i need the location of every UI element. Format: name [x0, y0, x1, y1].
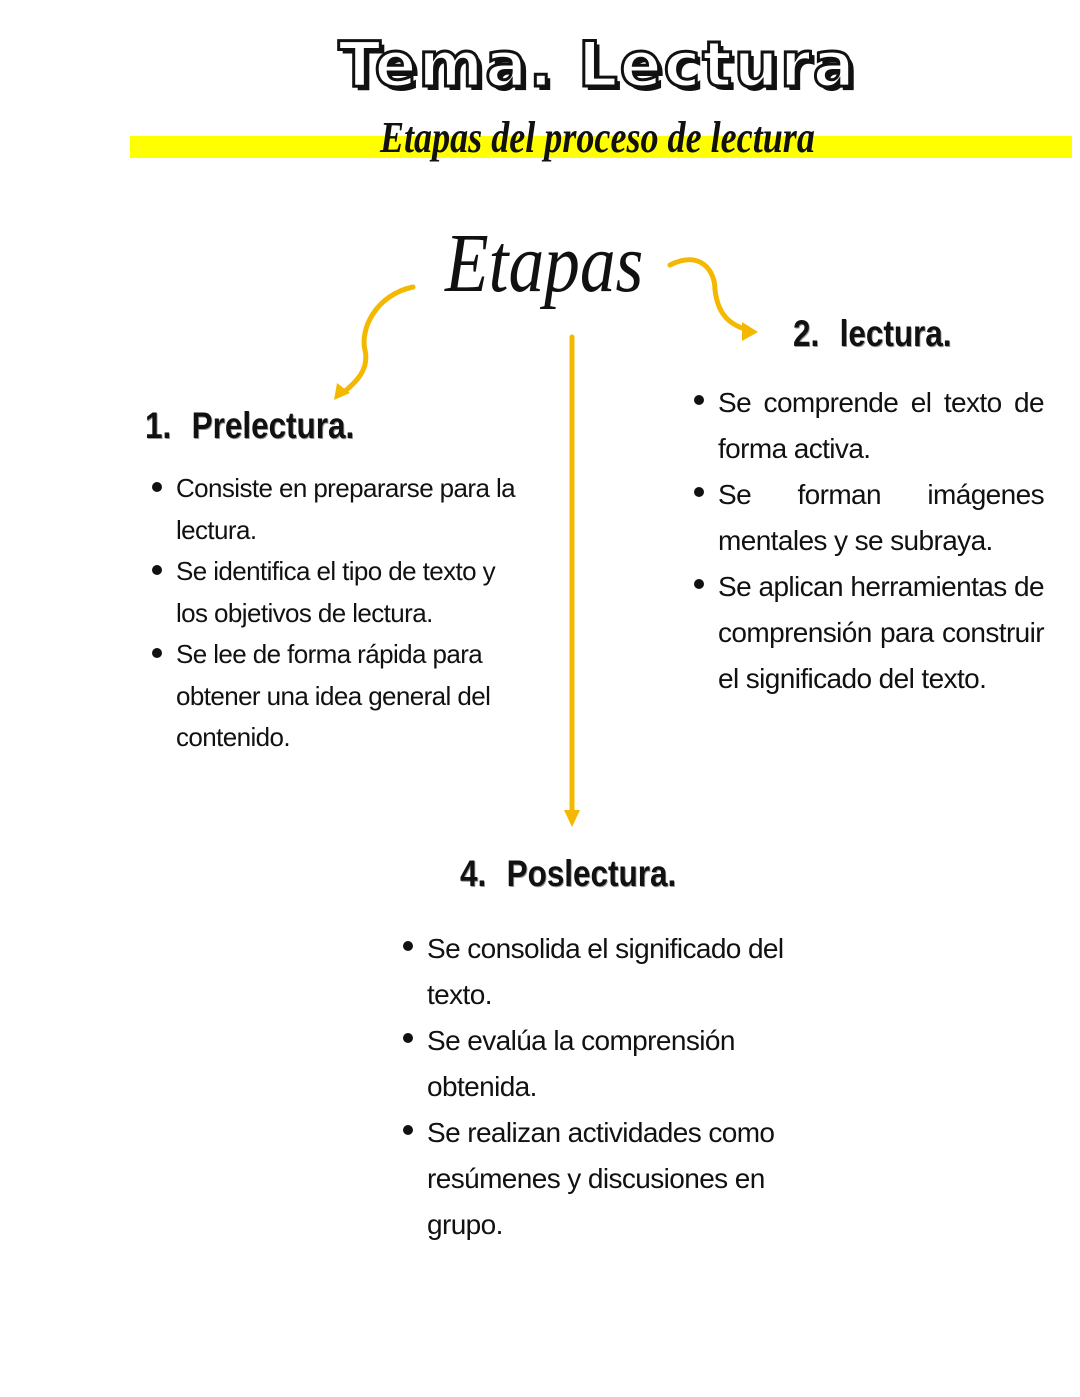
list-item: Consiste en prepararse para la lectura. — [152, 468, 532, 551]
arrow-to-lectura — [670, 260, 748, 330]
stage-2-heading — [793, 313, 952, 355]
list-item: Se evalúa la comprensión obtenida. — [403, 1018, 833, 1110]
page-title: Tema. Lectura — [338, 28, 857, 101]
page-subtitle: Etapas del proceso de lectura — [379, 113, 815, 162]
list-item: Se forman imágenes mentales y se subraya. — [694, 472, 1044, 564]
list-item: Se comprende el texto de forma activa. — [694, 380, 1044, 472]
stage-1-heading — [145, 405, 354, 447]
list-item: Se consolida el significado del texto. — [403, 926, 833, 1018]
stage-title: lectura. — [839, 313, 952, 354]
stage-title: Prelectura. — [191, 405, 355, 446]
stage-4-heading — [460, 853, 676, 895]
arrowhead-lectura — [742, 322, 758, 341]
arrowhead-poslectura — [564, 810, 580, 827]
list-item: Se identifica el tipo de texto y los objetivos de lectura. — [152, 551, 532, 634]
stage-number: 1. — [145, 405, 172, 446]
stage-title: Poslectura. — [506, 853, 677, 894]
list-item: Se aplican herramientas de comprensión para construir el significado del texto. — [694, 564, 1044, 702]
stage-number: 2. — [793, 313, 820, 354]
stage-number: 4. — [460, 853, 487, 894]
center-label: Etapas — [445, 217, 644, 310]
arrow-to-prelectura — [343, 287, 413, 393]
arrowhead-prelectura — [334, 383, 350, 400]
list-item: Se realizan actividades como resúmenes y discusiones en grupo. — [403, 1110, 833, 1248]
list-item: Se lee de forma rápida para obtener una idea general del contenido. — [152, 634, 532, 759]
stage-2-list — [694, 380, 1044, 702]
stage-4-list — [403, 926, 833, 1248]
stage-1-list — [152, 468, 532, 759]
